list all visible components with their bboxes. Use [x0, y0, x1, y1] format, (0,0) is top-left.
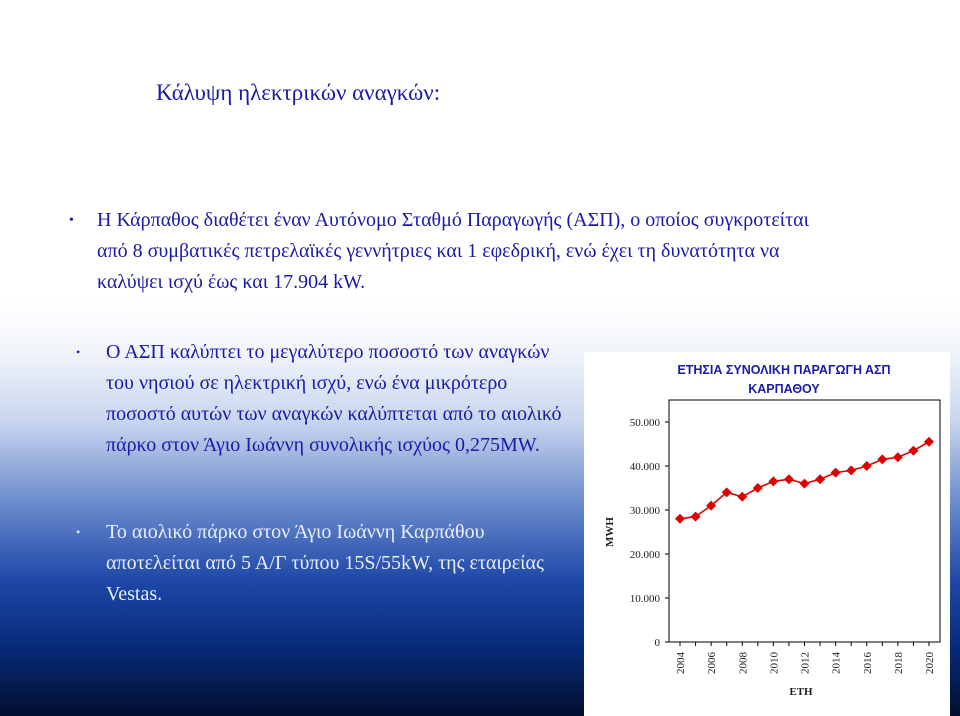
- data-point: [753, 483, 763, 493]
- plot-frame: [669, 400, 940, 642]
- slide-title: Κάλυψη ηλεκτρικών αναγκών:: [156, 80, 441, 105]
- x-tick-label: 2006: [706, 652, 719, 674]
- chart-title-line-1: ΕΤΗΣΙΑ ΣΥΝΟΛΙΚΗ ΠΑΡΑΓΩΓΗ ΑΣΠ: [677, 363, 891, 377]
- chart-title-line-2: ΚΑΡΠΑΘΟΥ: [748, 382, 820, 396]
- x-tick-label: 2004: [675, 652, 687, 674]
- x-tick-label: 2010: [768, 652, 781, 674]
- x-tick-label: 2008: [737, 652, 750, 674]
- data-point: [675, 514, 685, 524]
- bullet-item: [69, 205, 837, 298]
- y-tick-label: 50.000: [629, 417, 660, 429]
- plot-area: [630, 400, 940, 674]
- y-tick-label: 10.000: [629, 593, 660, 605]
- chart-panel: [584, 352, 950, 716]
- bullet-text: Η Κάρπαθος διαθέτει έναν Αυτόνομο Σταθμό Παραγωγής (ΑΣΠ), ο οποίος συγκροτείται από 8 συμβατικές πετρελαϊκές γεννήτριες και 1 εφεδρική, ενώ έχει τη δυνατότητα να καλύψει ισχύ έως και 17.904 kW.: [97, 209, 810, 293]
- bullet-text: Το αιολικό πάρκο στον Άγιο Ιωάννη Καρπάθου αποτελείται από 5 Α/Γ τύπου 15S/55kW, της εταιρείας Vestas.: [106, 521, 544, 605]
- data-point: [800, 479, 810, 489]
- data-point: [815, 474, 825, 484]
- data-point: [831, 468, 841, 478]
- x-tick-label: 2014: [830, 652, 843, 674]
- y-axis-label: MWH: [604, 517, 616, 547]
- data-point: [862, 461, 872, 471]
- bullet-item: [76, 517, 576, 610]
- x-tick-label: 2020: [924, 652, 936, 674]
- x-tick-label: 2016: [861, 652, 874, 674]
- production-chart: [584, 352, 950, 716]
- data-point: [737, 492, 747, 502]
- y-tick-label: 20.000: [629, 549, 660, 561]
- data-point: [768, 476, 778, 486]
- bullet-dot: •: [76, 525, 81, 539]
- data-point: [908, 446, 918, 456]
- data-point: [877, 454, 887, 464]
- y-tick-label: 30.000: [629, 505, 660, 517]
- bullet-item: [76, 337, 576, 461]
- bullet-dot: •: [76, 345, 81, 359]
- data-point: [784, 474, 794, 484]
- x-tick-label: 2018: [892, 652, 905, 674]
- x-tick-label: 2012: [799, 652, 812, 674]
- data-point: [893, 452, 903, 462]
- data-point: [846, 465, 856, 475]
- y-tick-label: 40.000: [629, 461, 660, 473]
- x-axis-label: ΕΤΗ: [789, 686, 813, 698]
- bullet-text: Ο ΑΣΠ καλύπτει το μεγαλύτερο ποσοστό των αναγκών του νησιού σε ηλεκτρική ισχύ, ενώ ένα μικρότερο ποσοστό αυτών των αναγκών καλύπτεται από το αιολικό πάρκο στον Άγιο Ιωάννη συνολικής ισχύος 0,275MW.: [106, 341, 562, 456]
- data-point: [691, 512, 701, 522]
- data-point: [924, 437, 934, 447]
- y-tick-label: 0: [654, 637, 660, 649]
- bullet-dot: •: [69, 213, 74, 228]
